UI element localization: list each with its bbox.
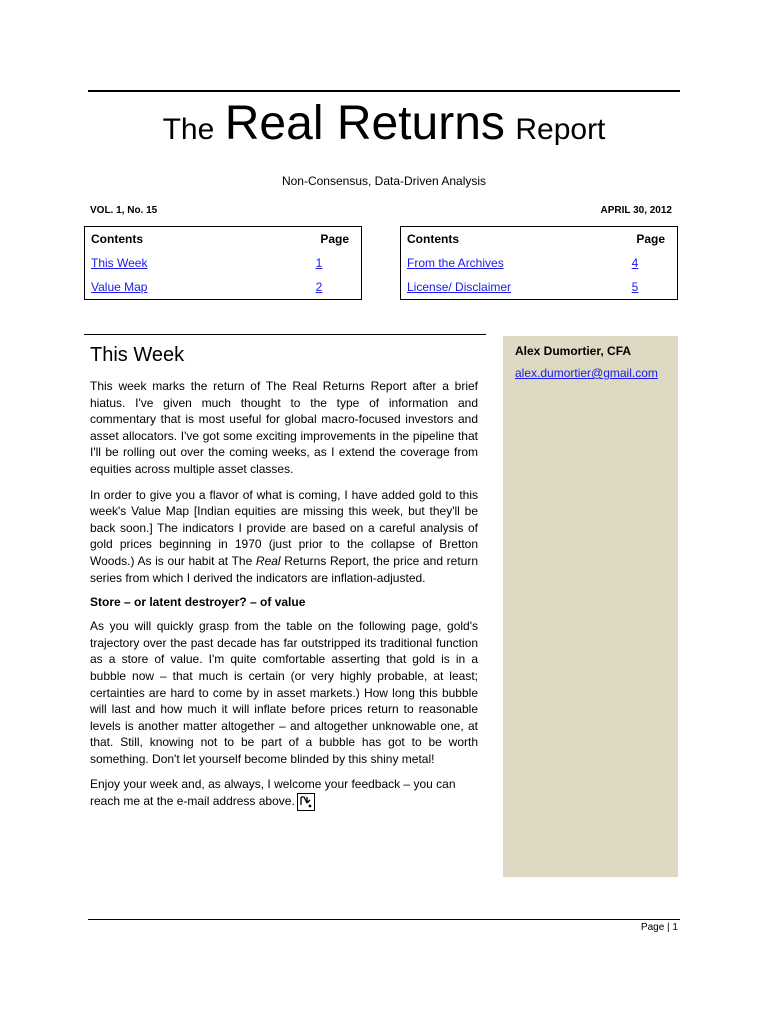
contents-table-left <box>84 226 362 300</box>
toc-page-link[interactable]: 1 <box>315 256 323 270</box>
paragraph-text: In order to give you a flavor of what is coming, I have added gold to this week's Value Map [Indian equities are missing this week, but they'll be back soon.] The indicators I provide are based on a careful analysis of gold prices beginning in 1970 (just prior to the collapse of Bretton Woods.) As is our habit at The <box>90 487 478 568</box>
toc-page-link[interactable]: 5 <box>631 280 639 294</box>
contents-header: Contents <box>91 232 143 246</box>
toc-page-link[interactable]: 2 <box>315 280 323 294</box>
subheading: Store – or latent destroyer? – of value <box>90 595 306 610</box>
toc-row <box>401 251 678 275</box>
footer-rule <box>88 919 680 920</box>
page-number: Page | 1 <box>640 922 678 933</box>
paragraph <box>90 487 478 587</box>
main-article <box>90 344 478 820</box>
masthead-subtitle: Non-Consensus, Data-Driven Analysis <box>281 174 487 188</box>
section-title: This Week <box>90 344 185 366</box>
contents-table-right <box>400 226 678 300</box>
toc-page-link[interactable]: 4 <box>631 256 639 270</box>
author-name: Alex Dumortier, CFA <box>515 344 632 358</box>
masthead-the: The <box>162 113 215 146</box>
page-header: Page <box>636 232 665 246</box>
signature-icon <box>297 793 315 811</box>
masthead-title <box>88 97 680 150</box>
contents-header: Contents <box>407 232 459 246</box>
issue-date: APRIL 30, 2012 <box>600 205 672 216</box>
toc-link-value-map[interactable]: Value Map <box>91 280 148 294</box>
toc-link-license-disclaimer[interactable]: License/ Disclaimer <box>407 280 512 294</box>
toc-row <box>401 275 678 300</box>
paragraph-text: Enjoy your week and, as always, I welcome your feedback – you can reach me at the e-mail address above. <box>90 777 456 809</box>
paragraph: As you will quickly grasp from the table on the following page, gold's trajectory over the past decade has far outstripped its traditional function as a store of value. I'm quite comfortable asserting that gold is in a bubble now – that much is certain (or very highly probable, at least; certainties are hard to come by in asset markets.) How long this bubble will last and how much it will inflate before prices return to reasonable levels is another matter altogether – and altogether unknowable one, at that. Still, knowing not to be part of a bubble has got to be worth something. Don't let yourself become blinded by this shiny metal! <box>90 619 478 766</box>
section-rule <box>84 334 486 335</box>
toc-link-this-week[interactable]: This Week <box>91 256 148 270</box>
issue-volume: VOL. 1, No. 15 <box>90 205 158 216</box>
toc-link-from-the-archives[interactable]: From the Archives <box>407 256 504 270</box>
author-email-link[interactable]: alex.dumortier@gmail.com <box>515 366 658 380</box>
top-rule <box>88 90 680 92</box>
paragraph: This week marks the return of The Real Returns Report after a brief hiatus. I've given much thought to the type of information and commentary that is most useful for global macro-focused investors and asset allocators. I've got some exciting improvements in the pipeline that I'll be rolling out over the coming weeks, as I extend the coverage from equities across multiple asset classes. <box>90 379 478 476</box>
paragraph-text: Returns Report, the price and return series from which I derived the indicators are inflation-adjusted. <box>90 553 478 585</box>
paragraph <box>90 776 478 811</box>
page-header: Page <box>320 232 349 246</box>
italic-real: Real <box>255 553 281 568</box>
toc-row <box>85 275 362 300</box>
author-sidebar <box>503 336 678 877</box>
toc-row <box>85 251 362 275</box>
masthead-real-returns: Real Returns <box>224 97 505 150</box>
masthead-report: Report <box>515 113 606 146</box>
